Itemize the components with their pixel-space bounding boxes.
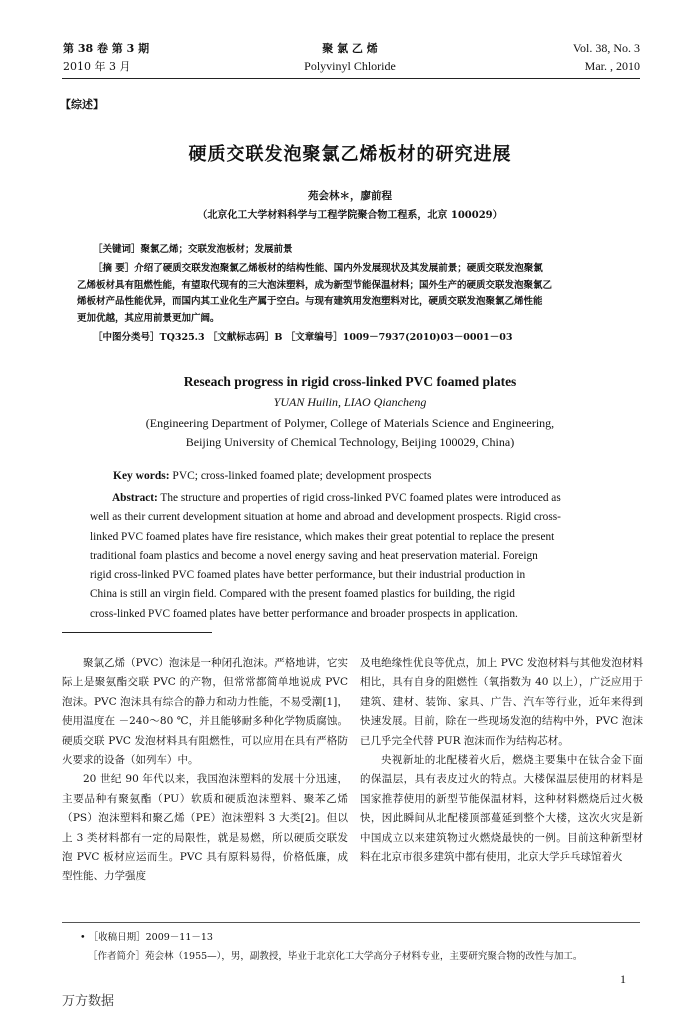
footnote-author-intro: ［作者简介］苑会林（1955—），男，副教授，毕业于北京化工大学高分子材料专业，主要研究聚合物的改性与加工。 [88, 951, 583, 962]
watermark: 万方数据 [62, 994, 115, 1009]
section-tag: 【综述】 [60, 98, 104, 111]
journal-name-en: Polyvinyl Chloride [304, 59, 396, 73]
body-paragraph: 20 世纪 90 年代以来，我国泡沫塑料的发展十分迅速，主要品种有聚氨酯（PU）软质和硬质泡沫塑料、聚苯乙烯（PS）泡沫塑料和聚乙烯（PE）泡沫塑料 3 大类[2]。但以上 3 类材料都有一定的局限性，就是易燃，所以硬质交联发泡 PVC 板材应运而生。PVC 具有原料易得，价格低廉，成型性能、力学强度 [62, 773, 348, 883]
keywords-en-text: PVC; cross-linked foamed plate; development prospects [169, 470, 432, 482]
keywords-en [113, 470, 431, 482]
title-en: Reseach progress in rigid cross-linked PVC foamed plates [183, 374, 517, 389]
body-column-right [360, 654, 643, 867]
body-paragraph: 央视新址的北配楼着火后，燃烧主要集中在钛合金下面的保温层，具有表皮过火的特点。大楼保温层使用的材料是国家推荐使用的新型节能保温材料，这种材料燃烧后过火极快，因此瞬间从北配楼顶部蔓延到整个大楼，这次火灾是新中国成立以来建筑物过火燃烧最快的一例。目前这种新型材料在北京市很多建筑中都有使用，北京大学乒乓球馆着火 [360, 754, 643, 864]
separator-left [62, 632, 212, 633]
abstract-en-line: cross-linked PVC foamed plates have better performance and broader prospects in application. [90, 607, 518, 620]
footnote-received: • ［收稿日期］2009－11－13 [80, 932, 213, 943]
affiliation-en-line: (Engineering Department of Polymer, College of Materials Science and Engineering, [145, 416, 555, 430]
abstract-cn-line: 乙烯板材具有阻燃性能，有望取代现有的三大泡沫塑料，成为新型节能保温材料；国外生产的硬质交联发泡聚氯乙 [77, 279, 553, 291]
page-title: 硬质交联发泡聚氯乙烯板材的研究进展 [188, 144, 512, 165]
affiliation-cn: （北京化工大学材料科学与工程学院聚合物工程系，北京 100029） [197, 210, 503, 221]
abstract-en-line: China is still an virgin field. Compared with the present foamed plastics for building, the rigid [90, 588, 515, 601]
authors-en: YUAN Huilin, LIAO Qiancheng [273, 395, 427, 409]
classification-line: ［中图分类号］TQ325.3 ［文献标志码］B ［文章编号］1009－7937(2010)03－0001－03 [93, 332, 513, 343]
abstract-en [90, 489, 620, 624]
journal-volume-issue: 第 38 卷 第 3 期 [63, 42, 150, 55]
body-column-left [62, 654, 348, 887]
journal-volume-en: Vol. 38, No. 3 [572, 41, 640, 55]
abstract-en-line: Abstract: The structure and properties of rigid cross-linked PVC foamed plates were introduced as [112, 492, 561, 504]
header-rule [62, 78, 640, 79]
body-paragraph: 聚氯乙烯（PVC）泡沫是一种闭孔泡沫。严格地讲，它实际上是聚氨酯交联 PVC 的产物，但常常都简单地说成 PVC 泡沫。PVC 泡沫具有综合的静力和动力性能，不易受潮[1]，使用温度在 －240～80 ℃，并且能够耐多种化学物质腐蚀。硬质交联 PVC 发泡材料具有阻燃性，可以应用在具有严格防火要求的设备（如列车）中。 [62, 657, 348, 767]
abstract-en-line: rigid cross-linked PVC foamed plates have better performance, but their industrial production in [90, 569, 526, 582]
journal-name-cn: 聚 氯 乙 烯 [322, 42, 378, 55]
keywords-cn: ［关键词］聚氯乙烯；交联发泡板材；发展前景 [93, 244, 293, 255]
abstract-cn-line: ［摘 要］介绍了硬质交联发泡聚氯乙烯板材的结构性能、国内外发展现状及其发展前景；硬质交联发泡聚氯 [93, 263, 543, 274]
abstract-en-label: Abstract: [112, 492, 158, 504]
keywords-en-label: Key words: [113, 470, 170, 482]
authors-cn: 苑会林＊，廖前程 [308, 190, 392, 202]
affiliation-en [0, 414, 700, 452]
page-number: 1 [620, 972, 626, 986]
abstract-en-line: traditional foam plastics and become a novel energy saving and heat preservation material. Foreign [90, 549, 538, 562]
journal-date-cn: 2010 年 3 月 [63, 60, 131, 73]
abstract-cn [77, 261, 623, 327]
abstract-cn-line: 更加优越，其应用前景更加广阔。 [77, 312, 220, 324]
journal-date-en: Mar. , 2010 [584, 59, 640, 73]
body-paragraph: 及电绝缘性优良等优点，加上 PVC 发泡材料与其他发泡材料相比，具有自身的阻燃性（氧指数为 40 以上），广泛应用于建筑、建材、装饰、家具、广告、汽车等行业，近年来得到快速发展。目前，除在一些现场发泡的结构中外，PVC 泡沫已几乎完全代替 PUR 泡沫而作为结构芯材。 [360, 657, 643, 747]
abstract-cn-line: 烯板材产品性能优异，而国内其工业化生产属于空白。与现有建筑用发泡塑料对比，硬质交联发泡聚氯乙烯性能 [77, 296, 543, 307]
abstract-en-line: linked PVC foamed plates have fire resistance, which makes their great potential to replace the present [90, 530, 555, 543]
affiliation-en-line: Beijing University of Chemical Technology, Beijing 100029, China) [185, 435, 515, 449]
footnote-rule [62, 922, 640, 923]
abstract-en-line: well as their current development situation at home and abroad and development prospects. Rigid cross- [90, 511, 561, 524]
